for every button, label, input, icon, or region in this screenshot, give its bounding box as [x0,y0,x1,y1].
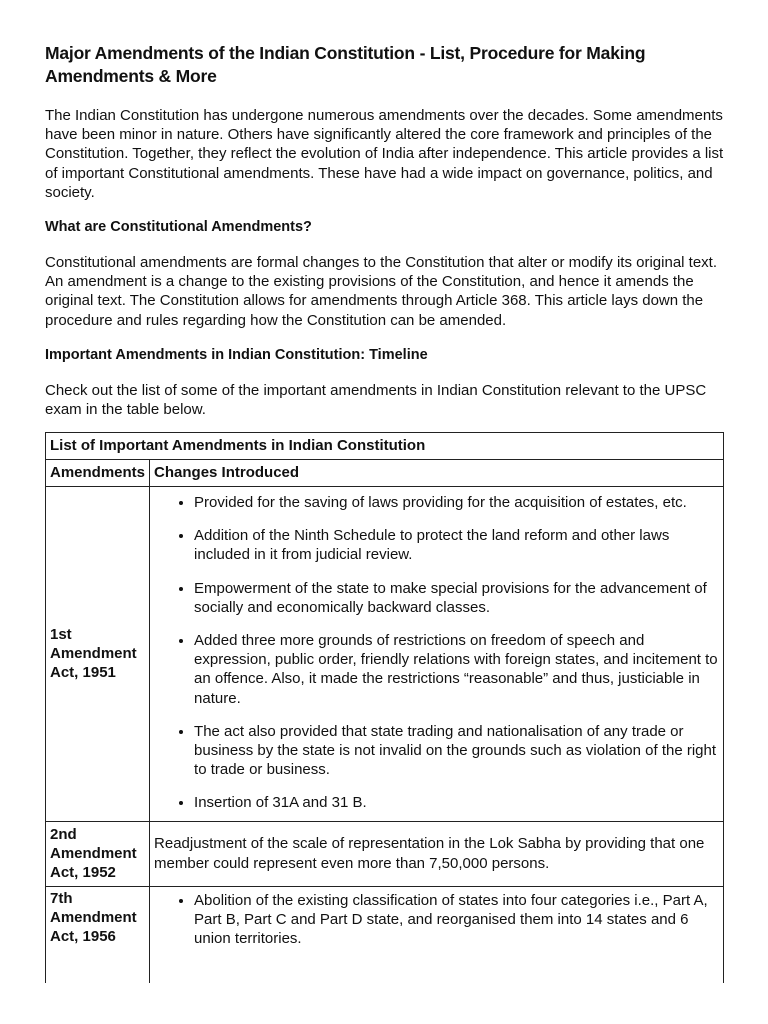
list-item: • Added three more grounds of restrictions on freedom of speech and expression, public order, friendly relations with foreign states, and incitement to an offence. Also, it made the restrictions “reasonable” and thus, justiciable in nature. [194,631,719,708]
table-caption: List of Important Amendments in Indian Constitution [46,433,724,460]
amendments-table [45,432,724,983]
changes-list [154,493,719,813]
changes-list [154,891,719,949]
section-heading-timeline: Important Amendments in Indian Constitution: Timeline [45,346,428,363]
list-item: • Provided for the saving of laws providing for the acquisition of estates, etc. [194,493,719,512]
intro-paragraph: The Indian Constitution has undergone numerous amendments over the decades. Some amendments have been minor in nature. Others have significantly altered the core framework and principles of the Constitution. Together, they reflect the evolution of India after independence. This article provides a list of important Constitutional amendments. These have had a wide impact on governance, politics, and society. [45,107,724,201]
page-title: Major Amendments of the Indian Constitution - List, Procedure for Making Amendments & More [45,43,646,86]
amendment-name: 1st Amendment Act, 1951 [46,487,150,822]
list-item: • Addition of the Ninth Schedule to protect the land reform and other laws included in it from judicial review. [194,526,719,564]
table-header-row [46,460,724,487]
table-row [46,821,724,886]
amendment-name: 7th Amendment Act, 1956 [46,886,150,983]
column-header-amendments: Amendments [46,460,150,487]
section-heading-what: What are Constitutional Amendments? [45,219,312,236]
column-header-changes: Changes Introduced [150,460,724,487]
changes-cell [150,487,724,822]
section-body-what: Constitutional amendments are formal changes to the Constitution that alter or modify its original text. An amendment is a change to the existing provisions of the Constitution, and hence it amends the original text. The Constitution allows for amendments through Article 368. This article lays down the procedure and rules regarding how the Constitution can be amended. [45,254,718,329]
list-item: • Abolition of the existing classification of states into four categories i.e., Part A, Part B, Part C and Part D state, and reorganised them into 14 states and 6 union territories. [194,891,719,949]
amendment-name: 2nd Amendment Act, 1952 [46,821,150,886]
article [45,42,725,419]
section-body-timeline: Check out the list of some of the important amendments in Indian Constitution relevant to the UPSC exam in the table below. [45,381,707,419]
list-item: • Insertion of 31A and 31 B. [194,793,719,812]
changes-cell: Readjustment of the scale of representation in the Lok Sabha by providing that one member could represent even more than 7,50,000 persons. [150,821,724,886]
changes-cell [150,886,724,983]
list-item: • The act also provided that state trading and nationalisation of any trade or business by the state is not invalid on the grounds such as violation of the right to trade or business. [194,722,719,780]
list-item: • Empowerment of the state to make special provisions for the advancement of socially and economically backward classes. [194,579,719,617]
table-row [46,886,724,983]
table-row [46,487,724,822]
